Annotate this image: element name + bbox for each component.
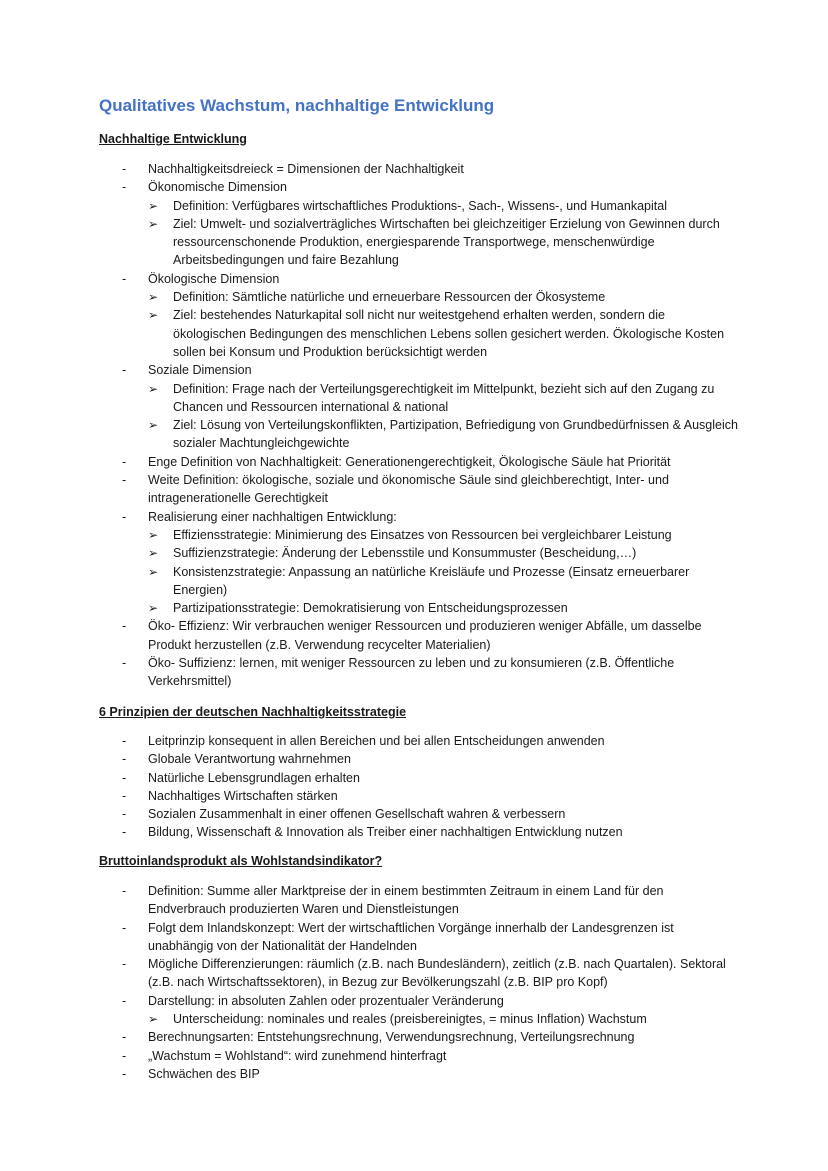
dash-bullet: -: [122, 454, 127, 469]
list-item: [0, 617, 828, 654]
section-list-bip: [0, 882, 828, 1083]
list-item: [0, 732, 828, 750]
list-item-text: Ökonomische Dimension: [148, 180, 287, 195]
section-list-nachhaltige-entwicklung: [0, 160, 828, 691]
list-item: [0, 992, 828, 1010]
list-item-text: Folgt dem Inlandskonzept: Wert der wirtschaftlichen Vorgänge innerhalb der Landesgrenzen ist unabhängig von der Nationalität der Handelnden: [148, 920, 674, 953]
section-heading-nachhaltige-entwicklung: Nachhaltige Entwicklung: [99, 132, 247, 146]
list-item: [0, 823, 828, 841]
sub-list-item: [0, 526, 828, 544]
list-item-text: Ökologische Dimension: [148, 271, 280, 286]
list-item: [0, 453, 828, 471]
sub-list-item-text: Suffizienzstrategie: Änderung der Lebensstile und Konsummuster (Bescheidung,…): [173, 546, 637, 561]
arrow-bullet-icon: ➢: [148, 546, 159, 561]
sub-list-item: [0, 306, 828, 361]
arrow-bullet-icon: ➢: [148, 198, 159, 213]
section-heading-bip: Bruttoinlandsprodukt als Wohlstandsindikator?: [99, 854, 383, 868]
list-item-text: Globale Verantwortung wahrnehmen: [148, 752, 351, 767]
dash-bullet: -: [122, 807, 127, 822]
arrow-bullet-icon: ➢: [148, 1012, 159, 1027]
dash-bullet: -: [122, 363, 127, 378]
sub-list-item-text: Ziel: Lösung von Verteilungskonflikten, Partizipation, Befriedigung von Grundbedürfnissen & Ausgleich sozialer Machtungleichgewichte: [173, 418, 738, 451]
list-item: [0, 270, 828, 288]
dash-bullet: -: [122, 619, 127, 634]
list-item: [0, 361, 828, 379]
dash-bullet: -: [122, 752, 127, 767]
list-item-text: Soziale Dimension: [148, 363, 252, 378]
list-item-text: „Wachstum = Wohlstand“: wird zunehmend hinterfragt: [148, 1048, 447, 1063]
arrow-bullet-icon: ➢: [148, 381, 159, 396]
list-item-text: Natürliche Lebensgrundlagen erhalten: [148, 770, 360, 785]
dash-bullet: -: [122, 1030, 127, 1045]
arrow-bullet-icon: ➢: [148, 418, 159, 433]
sub-list-item: [0, 416, 828, 453]
list-item: [0, 919, 828, 956]
list-item: [0, 750, 828, 768]
sub-list-item-text: Definition: Verfügbares wirtschaftliches Produktions-, Sach-, Wissens-, und Humankapital: [173, 198, 667, 213]
list-item-text: Nachhaltigkeitsdreieck = Dimensionen der Nachhaltigkeit: [148, 162, 464, 176]
sub-list-item-text: Effiziensstrategie: Minimierung des Einsatzes von Ressourcen bei vergleichbarer Leistung: [173, 527, 672, 542]
sub-list-item: [0, 1010, 828, 1028]
list-item-text: Berechnungsarten: Entstehungsrechnung, Verwendungsrechnung, Verteilungsrechnung: [148, 1030, 635, 1045]
list-item-text: Öko- Suffizienz: lernen, mit weniger Ressourcen zu leben und zu konsumieren (z.B. Öffentliche Verkehrsmittel): [148, 656, 675, 689]
list-item-text: Definition: Summe aller Marktpreise der in einem bestimmten Zeitraum in einem Land für den Endverbrauch produzierten Waren und Dienstleistungen: [148, 884, 664, 917]
dash-bullet: -: [122, 473, 127, 488]
list-item: [0, 1028, 828, 1046]
arrow-bullet-icon: ➢: [148, 527, 159, 542]
sub-list-item-text: Partizipationsstrategie: Demokratisierung von Entscheidungsprozessen: [173, 601, 568, 616]
list-item: [0, 160, 828, 178]
list-item: [0, 1047, 828, 1065]
list-item-text: Weite Definition: ökologische, soziale und ökonomische Säule sind gleichberechtigt, Inter- und intragenerationelle Gerechtigkeit: [148, 473, 669, 506]
list-item: [0, 1065, 828, 1083]
sub-list-item-text: Ziel: bestehendes Naturkapital soll nicht nur weitestgehend erhalten werden, sondern die ökologischen Bedingungen des menschlichen Lebens sollen gesichert werden. Ökologische Kosten sollen bei Konsum und Produktion berücksichtigt werden: [173, 308, 725, 359]
document-title: Qualitatives Wachstum, nachhaltige Entwicklung: [99, 96, 495, 115]
dash-bullet: -: [122, 957, 127, 972]
list-item-text: Schwächen des BIP: [148, 1066, 260, 1081]
dash-bullet: -: [122, 271, 127, 286]
section-heading-prinzipien: 6 Prinzipien der deutschen Nachhaltigkeitsstrategie: [99, 705, 407, 719]
sub-list-item: [0, 197, 828, 215]
list-item-text: Öko- Effizienz: Wir verbrauchen weniger Ressourcen und produzieren weniger Abfälle, um dasselbe Produkt herzustellen (z.B. Verwendung recycelter Materialien): [148, 619, 702, 652]
arrow-bullet-icon: ➢: [148, 216, 159, 231]
list-item-text: Sozialen Zusammenhalt in einer offenen Gesellschaft wahren & verbessern: [148, 807, 566, 822]
list-item: [0, 769, 828, 787]
sub-list-item-text: Ziel: Umwelt- und sozialverträgliches Wirtschaften bei gleichzeitiger Erzielung von Gewinnen durch ressourcenschonende Produktion, energiesparende Transportwege, menschenwürdige Arbeitsbedingungen und faire Bezahlung: [173, 216, 720, 268]
dash-bullet: -: [122, 1066, 127, 1081]
sub-list-item: [0, 215, 828, 270]
sub-list-item: [0, 380, 828, 417]
sub-list-item: [0, 288, 828, 306]
sub-list-item: [0, 544, 828, 562]
list-item: [0, 805, 828, 823]
list-item-text: Realisierung einer nachhaltigen Entwicklung:: [148, 509, 397, 524]
arrow-bullet-icon: ➢: [148, 564, 159, 579]
dash-bullet: -: [122, 884, 127, 898]
dash-bullet: -: [122, 162, 127, 176]
dash-bullet: -: [122, 180, 127, 195]
list-item-text: Bildung, Wissenschaft & Innovation als Treiber einer nachhaltigen Entwicklung nutzen: [148, 825, 623, 840]
dash-bullet: -: [122, 825, 127, 840]
dash-bullet: -: [122, 788, 127, 803]
dash-bullet: -: [122, 920, 127, 935]
arrow-bullet-icon: ➢: [148, 308, 159, 323]
sub-list-item-text: Unterscheidung: nominales und reales (preisbereinigtes, = minus Inflation) Wachstum: [173, 1012, 647, 1027]
list-item: [0, 508, 828, 526]
sub-list-item-text: Definition: Sämtliche natürliche und erneuerbare Ressourcen der Ökosysteme: [173, 290, 606, 305]
dash-bullet: -: [122, 734, 127, 748]
sub-list-item: [0, 563, 828, 600]
list-item: [0, 955, 828, 992]
dash-bullet: -: [122, 656, 127, 671]
list-item: [0, 882, 828, 919]
list-item-text: Leitprinzip konsequent in allen Bereichen und bei allen Entscheidungen anwenden: [148, 734, 605, 748]
list-item-text: Mögliche Differenzierungen: räumlich (z.B. nach Bundesländern), zeitlich (z.B. nach Quartalen). Sektoral (z.B. nach Wirtschaftssektoren), in Bezug zur Bevölkerungszahl (z.B. BIP pro Kopf): [148, 957, 726, 990]
list-item-text: Darstellung: in absoluten Zahlen oder prozentualer Veränderung: [148, 993, 504, 1008]
dash-bullet: -: [122, 509, 127, 524]
list-item: [0, 787, 828, 805]
sub-list-item-text: Konsistenzstrategie: Anpassung an natürliche Kreisläufe und Prozesse (Einsatz erneuerbarer Energien): [173, 564, 690, 597]
dash-bullet: -: [122, 1048, 127, 1063]
dash-bullet: -: [122, 993, 127, 1008]
arrow-bullet-icon: ➢: [148, 601, 159, 616]
dash-bullet: -: [122, 770, 127, 785]
list-item-text: Nachhaltiges Wirtschaften stärken: [148, 788, 338, 803]
arrow-bullet-icon: ➢: [148, 290, 159, 305]
list-item: [0, 178, 828, 196]
list-item: [0, 471, 828, 508]
sub-list-item: [0, 599, 828, 617]
section-list-prinzipien: [0, 732, 828, 842]
list-item-text: Enge Definition von Nachhaltigkeit: Generationengerechtigkeit, Ökologische Säule hat Priorität: [148, 454, 671, 469]
list-item: [0, 654, 828, 691]
sub-list-item-text: Definition: Frage nach der Verteilungsgerechtigkeit im Mittelpunkt, bezieht sich auf den Zugang zu Chancen und Ressourcen international & national: [173, 381, 715, 414]
